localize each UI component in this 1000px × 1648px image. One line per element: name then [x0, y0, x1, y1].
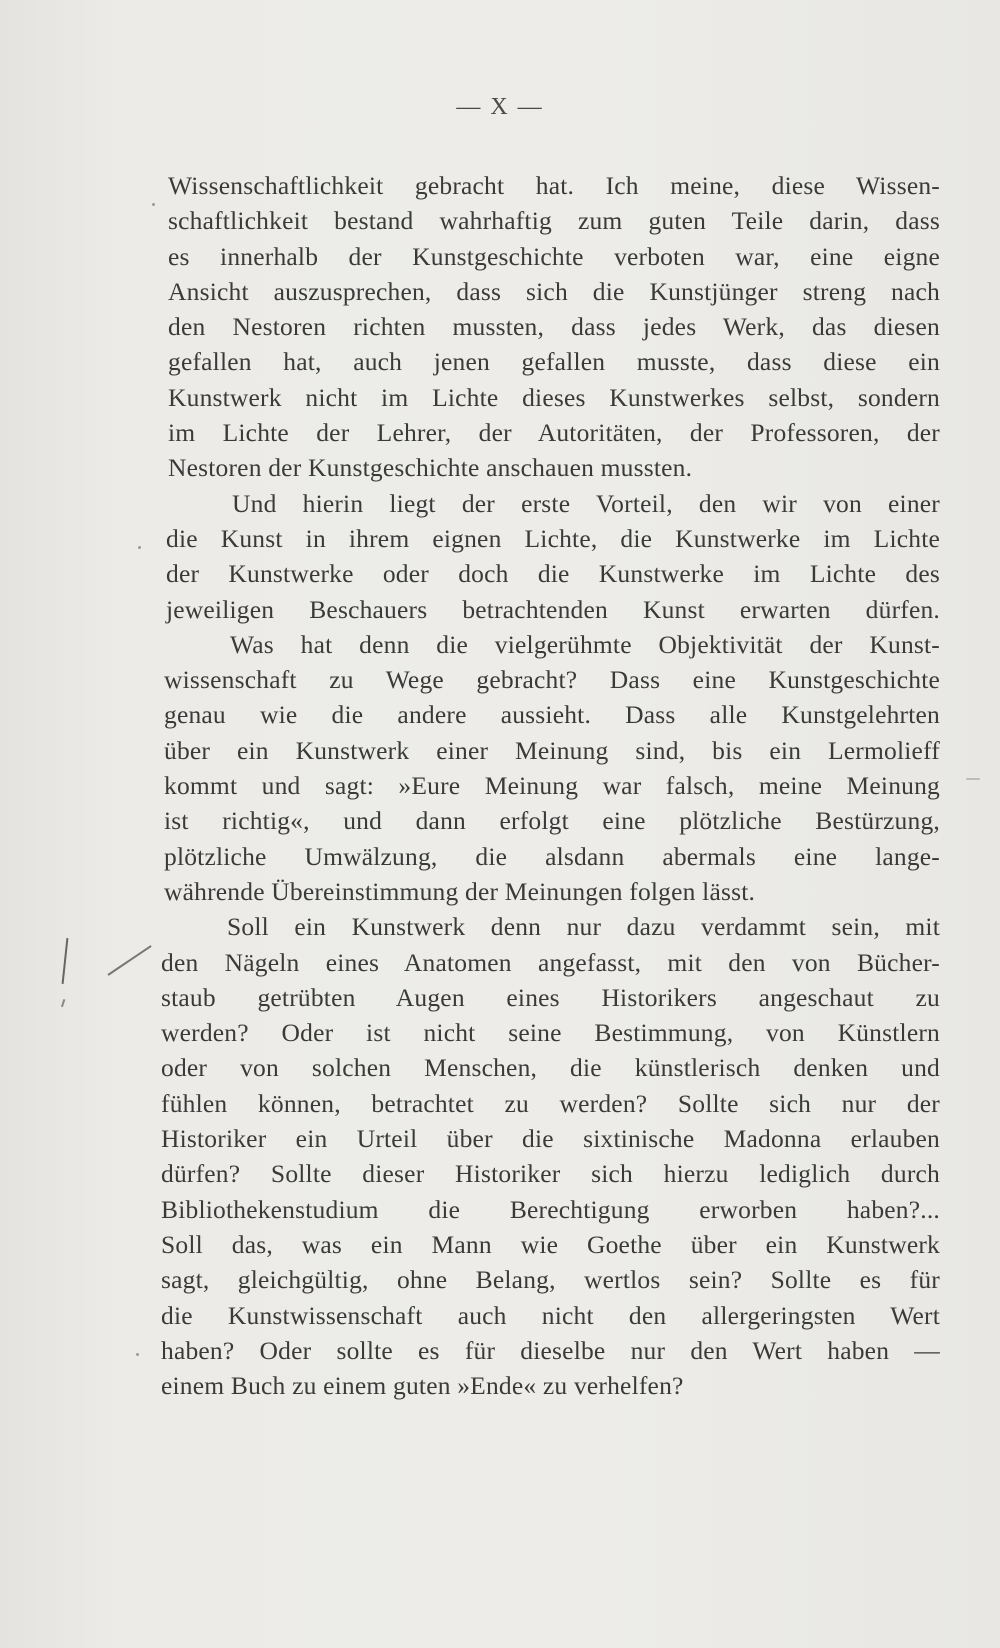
text-line: im Lichte der Lehrer, der Autoritäten, der Professoren, der — [168, 418, 940, 448]
text-line: jeweiligen Beschauers betrachtenden Kunst erwarten dürfen. — [166, 594, 940, 624]
paragraph-1 — [168, 168, 940, 486]
pencil-mark-slash — [107, 945, 151, 976]
body-text — [161, 168, 940, 1403]
text-line: plötzliche Umwälzung, die alsdann abermals eine lange- — [164, 841, 940, 871]
paragraph-2 — [166, 486, 940, 627]
text-line: währende Übereinstimmung der Meinungen folgen lässt. — [164, 876, 756, 906]
text-line: kommt und sagt: »Eure Meinung war falsch, meine Meinung — [164, 771, 940, 801]
pencil-mark-tick — [61, 999, 71, 1009]
text-line: Ansicht auszusprechen, dass sich die Kunstjünger streng nach — [168, 276, 940, 306]
text-line: Kunstwerk nicht im Lichte dieses Kunstwerkes selbst, sondern — [168, 382, 940, 412]
text-line: die Kunstwissenschaft auch nicht den allergeringsten Wert — [161, 1300, 940, 1330]
text-line: den Nägeln eines Anatomen angefasst, mit den von Bücher- — [161, 947, 940, 977]
text-line: über ein Kunstwerk einer Meinung sind, bis ein Lermolieff — [164, 735, 940, 765]
text-line: einem Buch zu einem guten »Ende« zu verhelfen? — [161, 1371, 684, 1401]
text-line: wissenschaft zu Wege gebracht? Dass eine Kunstgeschichte — [164, 665, 940, 695]
text-line: Wissenschaftlichkeit gebracht hat. Ich meine, diese Wissen- — [168, 171, 940, 200]
paragraph-3 — [164, 627, 940, 909]
paper-speck — [152, 203, 155, 206]
pencil-mark-bar — [62, 938, 69, 984]
text-line: Soll das, was ein Mann wie Goethe über ein Kunstwerk — [161, 1229, 940, 1259]
paper-speck — [136, 1353, 139, 1356]
text-line: haben? Oder sollte es für dieselbe nur den Wert haben — — [161, 1335, 940, 1365]
paragraph-4 — [161, 909, 940, 1403]
text-line: Und hierin liegt der erste Vorteil, den wir von einer — [232, 488, 940, 518]
text-line: Bibliothekenstudium die Berechtigung erworben haben?... — [161, 1194, 940, 1224]
text-line: oder von solchen Menschen, die künstlerisch denken und — [161, 1053, 940, 1083]
text-line: den Nestoren richten mussten, dass jedes Werk, das diesen — [168, 312, 940, 342]
text-line: staub getrübten Augen eines Historikers angeschaut zu — [161, 982, 940, 1012]
text-line: Was hat denn die vielgerühmte Objektivität der Kunst- — [230, 629, 940, 659]
text-line: schaftlichkeit bestand wahrhaftig zum guten Teile darin, dass — [168, 206, 940, 236]
text-line: der Kunstwerke oder doch die Kunstwerke im Lichte des — [166, 559, 940, 589]
page-number: — X — — [456, 94, 544, 120]
paper-speck — [138, 546, 141, 549]
text-line: gefallen hat, auch jenen gefallen musste, dass diese ein — [168, 347, 940, 377]
text-line: es innerhalb der Kunstgeschichte verboten war, eine eigne — [168, 241, 940, 271]
text-line: dürfen? Sollte dieser Historiker sich hierzu lediglich durch — [161, 1159, 940, 1189]
text-line: werden? Oder ist nicht seine Bestimmung, von Künstlern — [161, 1018, 940, 1048]
text-line: Soll ein Kunstwerk denn nur dazu verdammt sein, mit — [227, 912, 940, 942]
text-line: fühlen können, betrachtet zu werden? Sollte sich nur der — [161, 1088, 940, 1118]
text-line: Nestoren der Kunstgeschichte anschauen mussten. — [168, 453, 693, 483]
text-line: sagt, gleichgültig, ohne Belang, wertlos sein? Sollte es für — [161, 1265, 940, 1295]
text-line: Historiker ein Urteil über die sixtinische Madonna erlauben — [161, 1124, 940, 1154]
paper-speck — [966, 778, 980, 780]
text-line: genau wie die andere aussieht. Dass alle Kunstgelehrten — [164, 700, 940, 730]
text-line: die Kunst in ihrem eignen Lichte, die Kunstwerke im Lichte — [166, 523, 940, 553]
text-line: ist richtig«, und dann erfolgt eine plötzliche Bestürzung, — [164, 806, 940, 836]
